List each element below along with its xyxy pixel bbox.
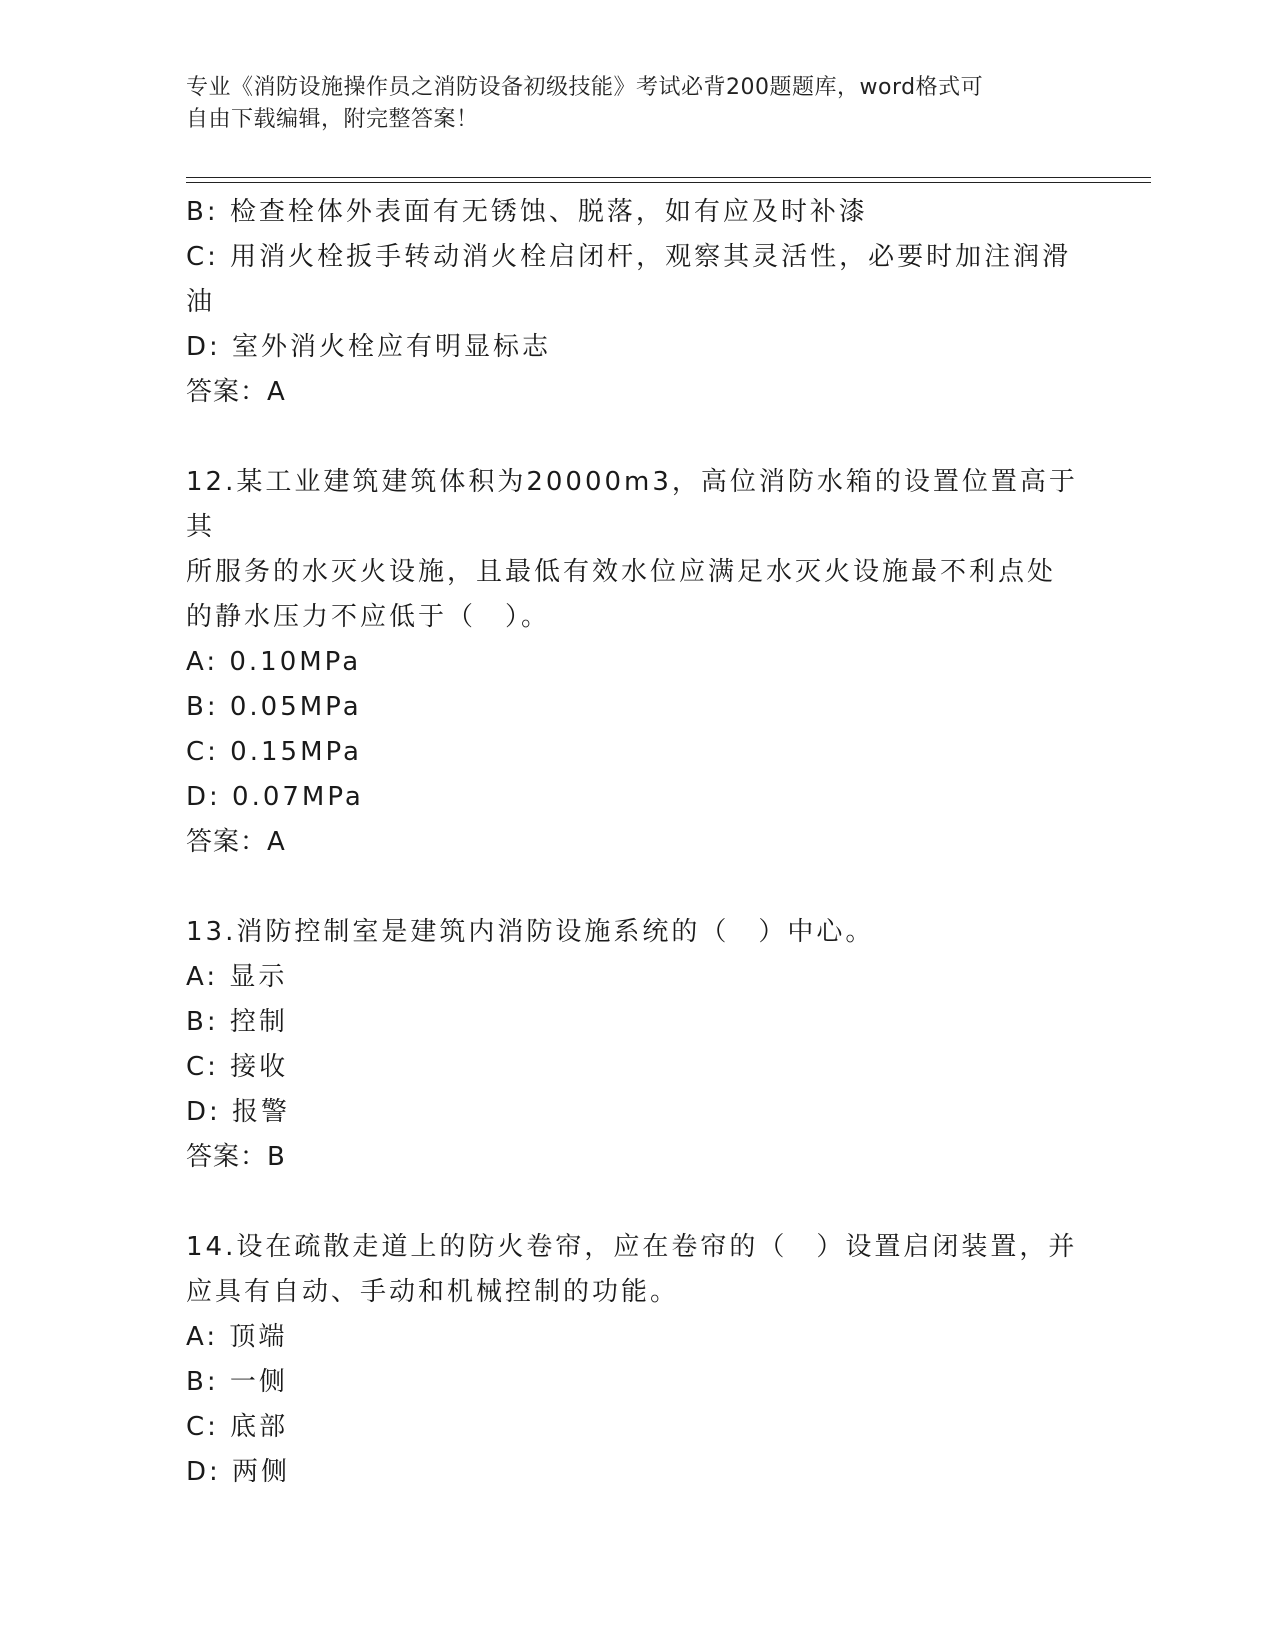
- question-list: [186, 190, 1086, 1495]
- option-b: B: 控制: [186, 1007, 288, 1037]
- option-b: B: 0.05MPa: [186, 692, 362, 722]
- option-d: D: 两侧: [186, 1457, 291, 1487]
- answer: 答案：B: [186, 1142, 286, 1172]
- question-stem: 12.某工业建筑建筑体积为20000m3，高位消防水箱的设置位置高于其: [186, 467, 1078, 542]
- header-line-1: 专业《消防设施操作员之消防设备初级技能》考试必背200题题库，word格式可: [186, 75, 984, 100]
- option-a: A: 显示: [186, 962, 288, 992]
- header-divider-bottom: [186, 182, 1151, 183]
- option-c: C: 0.15MPa: [186, 737, 362, 767]
- spacer: [186, 415, 1086, 460]
- answer: 答案：A: [186, 377, 286, 407]
- option-c: C: 接收: [186, 1052, 289, 1082]
- answer: 答案：A: [186, 827, 286, 857]
- option-c: C: 用消火栓扳手转动消火栓启闭杆，观察其灵活性，必要时加注润滑: [186, 242, 1072, 272]
- option-d: D: 报警: [186, 1097, 291, 1127]
- header-divider-top: [186, 177, 1151, 178]
- header-line-2: 自由下载编辑，附完整答案！: [186, 107, 479, 132]
- option-a: A: 0.10MPa: [186, 647, 362, 677]
- option-c-continued: 油: [186, 287, 216, 317]
- question-13: [186, 910, 1086, 1180]
- question-14: [186, 1225, 1086, 1495]
- question-stem: 14.设在疏散走道上的防火卷帘，应在卷帘的（ ）设置启闭装置，并: [186, 1232, 1078, 1262]
- question-stem: 所服务的水灭火设施，且最低有效水位应满足水灭火设施最不利点处: [186, 557, 1057, 587]
- spacer: [186, 865, 1086, 910]
- question-stem: 13.消防控制室是建筑内消防设施系统的（ ）中心。: [186, 917, 875, 947]
- option-d: D: 室外消火栓应有明显标志: [186, 332, 552, 362]
- spacer: [186, 1180, 1086, 1225]
- option-b: B: 检查栓体外表面有无锈蚀、脱落，如有应及时补漆: [186, 197, 868, 227]
- option-b: B: 一侧: [186, 1367, 288, 1397]
- document-header: [186, 72, 1066, 136]
- question-stem: 应具有自动、手动和机械控制的功能。: [186, 1277, 680, 1307]
- option-c: C: 底部: [186, 1412, 289, 1442]
- option-d: D: 0.07MPa: [186, 782, 364, 812]
- question-12: [186, 460, 1086, 865]
- question-stem: 的静水压力不应低于（ ）。: [186, 602, 551, 632]
- question-prev: [186, 190, 1086, 415]
- option-a: A: 顶端: [186, 1322, 288, 1352]
